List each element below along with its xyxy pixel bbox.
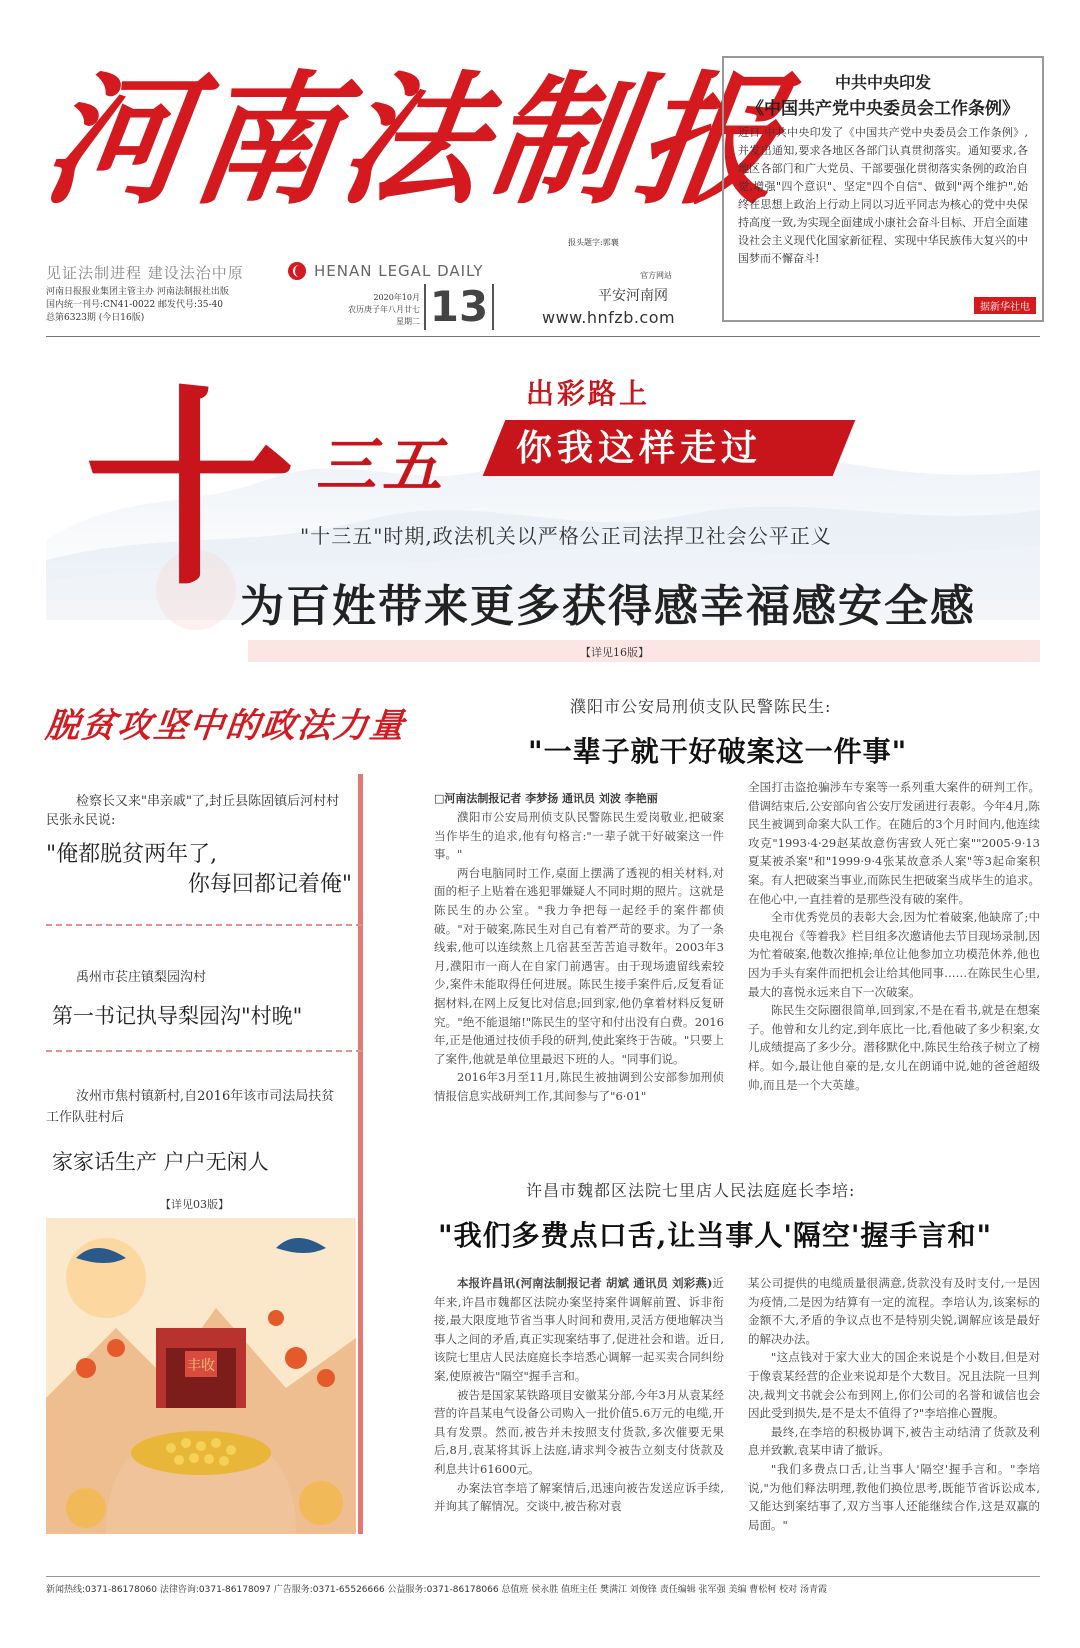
left-see-page[interactable]: 【详见03版】 — [160, 1198, 229, 1211]
dashed-divider — [46, 1050, 362, 1052]
title-calligrapher: 报头题字:郭襄 — [568, 238, 619, 247]
article2-column2 — [748, 1274, 1040, 1534]
article2-byline: 本报许昌讯(河南法制报记者 胡斌 通讯员 刘彩燕) — [457, 1276, 713, 1290]
banner-kicker: 出彩路上 — [526, 377, 651, 410]
story1-headline-line1: "俺都脱贫两年了, — [46, 842, 218, 867]
section-accent-line — [358, 774, 363, 1534]
issue-date — [348, 292, 420, 328]
footer-divider — [46, 1576, 1040, 1577]
paragraph: "这点钱对于家大业大的国企来说是个小数目,但是对于像袁某经营的企业来说却是个大数目。况且法院一旦判决,裁判文书就会公布到网上,你们公司的名誉和诚信也会因此受到损失,是不是太不值得了?"李培推心置腹。 — [748, 1350, 1040, 1421]
article2-headline[interactable]: "我们多费点口舌,让当事人'隔空'握手言和" — [438, 1219, 993, 1252]
paragraph: 两台电脑同时工作,桌面上摆满了透视的相关材料,对面的柜子上贴着在逃犯罪嫌疑人不同时期的照片。这就是陈民生的办公室。"我力争把每一起经手的案件都侦破。"对于破案,陈民生对自己有着严苛的要求。为了一条线索,他可以连续熬上几宿甚至苦苦追寻数年。2003年3月,濮阳市一商人在自家门前遇害。由于现场遗留线索较少,案件未能取得任何进展。陈民生接手案件后,反复看证据材料,在网上反复比对信息;回到家,他仍拿着材料反复研究。"绝不能退缩!"陈民生的坚守和付出没有白费。2016年,正是他通过技侦手段的研判,使此案终于告破。"只要上了案件,他就是单位里最迟下班的人。"同事们说。 — [434, 865, 724, 1066]
paragraph: 全国打击盗抢骗涉车专案等一系列重大案件的研判工作。借调结束后,公安部向省公安厅发函进行表彰。今年4月,陈民生被调到命案大队工作。在随后的3个月时间内,他连续攻克"1993·4·29赵某故意伤害致人死亡案""2005·9·13夏某被杀案"和"1999·9·4张某故意杀人案"等3起命案积案。有人把破案当事业,而陈民生把破案当成毕生的追求。在他心中,一直挂着的是那些没有破的案件。 — [748, 780, 1040, 906]
pub-info-line: 总第6323期 (今日16版) — [46, 313, 145, 323]
paragraph: 最终,在李培的积极协调下,被告主动结清了货款及利息并致歉,袁某申请了撤诉。 — [748, 1424, 1040, 1458]
article1-column2 — [748, 778, 1040, 1094]
pub-info-line: 国内统一刊号:CN41-0022 邮发代号:35-40 — [46, 300, 224, 310]
date-line: 农历庚子年八月廿七 — [348, 305, 420, 314]
section-title: 脱贫攻坚中的政法力量 — [43, 706, 408, 746]
article1-byline: □河南法制报记者 李梦扬 通讯员 刘波 李艳丽 — [434, 792, 658, 805]
story2-intro: 禹州市苌庄镇梨园沟村 — [76, 970, 207, 985]
masthead-divider — [46, 336, 1040, 337]
paragraph: 全市优秀党员的表彰大会,因为忙着破案,他缺席了;中央电视台《等着我》栏目组多次邀请他去节目现场录制,因为忙着破案,他数次推掉;单位让他参加立功模范休养,他也因为手头有案件而把机会让给其他同事……在陈民生心里,最大的喜悦永远来自下一次破案。 — [748, 910, 1040, 999]
story2-headline: 第一书记执导梨园沟"村晚" — [52, 1004, 303, 1028]
story3-intro: 汝州市焦村镇新村,自2016年该市司法局扶贫工作队驻村后 — [46, 1089, 335, 1125]
banner-ribbon-text: 你我这样走过 — [516, 427, 763, 469]
slogan: 见证法制进程 建设法治中原 — [46, 264, 244, 282]
article1-kicker: 濮阳市公安局刑侦支队民警陈民生: — [570, 697, 832, 716]
page-number: 13 — [424, 284, 494, 330]
newspaper-logo-icon — [288, 262, 306, 280]
story3-headline: 家家话生产 户户无闲人 — [52, 1150, 269, 1174]
paragraph: 被告是国家某铁路项目安徽某分部,今年3月从袁某经营的许昌某电气设备公司购入一批价值5.6万元的电缆,开具有发票。然而,被告并未按照支付货款,多次催要无果后,8月,袁某将其诉上法庭,请求判令被告立刻支付货款及利息共计61600元。 — [434, 1387, 724, 1476]
top-box-title: 中共中央印发 — [834, 73, 931, 92]
dashed-divider — [46, 924, 362, 926]
date-line: 星期二 — [396, 317, 420, 326]
paragraph: 濮阳市公安局刑侦支队民警陈民生爱岗敬业,把破案当作毕生的追求,他有句格言:"一辈子就干好破案这一件事。" — [434, 810, 724, 862]
article2-column1 — [434, 1274, 724, 1516]
official-site-name[interactable]: 平安河南网 — [598, 288, 668, 304]
masthead-logo: 河南法制报 — [34, 58, 798, 224]
paragraph — [434, 1274, 724, 1386]
date-line: 2020年10月 — [373, 293, 420, 302]
paragraph: "我们多费点口舌,让当事人'隔空'握手言和。"李培说,"为他们释法明理,教他们换位思考,既能节省诉讼成本,又能达到案结事了,双方当事人还能继续合作,这是双赢的局面。" — [748, 1461, 1040, 1532]
top-box-body: 近日,中共中央印发了《中国共产党中央委员会工作条例》,并发出通知,要求各地区各部门认真贯彻落实。通知要求,各地区各部门和广大党员、干部要强化贯彻落实条例的政治自觉,增强"四个意识"、坚定"四个自信"、做到"两个维护",始终在思想上政治上行动上同以习近平同志为核心的党中央保持高度一致,为实现全面建成小康社会奋斗目标、开启全面建设社会主义现代化国家新征程、实现中华民族伟大复兴的中国梦而不懈奋斗! — [738, 126, 1028, 265]
article1-column1 — [434, 790, 724, 1106]
paragraph: 2016年3月至11月,陈民生被抽调到公安部参加刑侦情报信息实战研判工作,其间参与了"6·01" — [434, 1070, 724, 1103]
article2-kicker: 许昌市魏都区法院七里店人民法庭庭长李培: — [526, 1181, 856, 1200]
top-news-box — [722, 56, 1044, 322]
pub-info-line: 河南日报报业集团主管主办 河南法制报社出版 — [46, 287, 229, 297]
paragraph: 陈民生交际圈很简单,回到家,不是在看书,就是在想案子。他曾和女儿约定,到年底比一比,看他破了多少积案,女儿成绩提高了多少分。潜移默化中,陈民生给孩子树立了榜样。如今,最让他自豪的是,女儿在朗诵中说,她的爸爸超级帅,而且是一个大英雄。 — [748, 1003, 1040, 1092]
article1-headline[interactable]: "一辈子就干好破案这一件事" — [528, 735, 908, 768]
banner-subheadline: "十三五"时期,政法机关以严格公正司法捍卫社会公平正义 — [300, 524, 832, 548]
official-url-link[interactable]: www.hnfzb.com — [542, 308, 676, 327]
banner-see-page[interactable]: 【详见16版】 — [580, 646, 649, 659]
story1-headline-line2: 你每回都记着俺" — [187, 872, 352, 897]
official-site-label: 官方网站 — [640, 271, 672, 280]
paragraph: 某公司提供的电缆质量很满意,货款没有及时支付,一是因为疫情,二是因为结算有一定的流程。李培认为,该案标的金额不大,矛盾的争议点也不是特别尖锐,调解应该是最好的解决办法。 — [748, 1276, 1040, 1346]
harvest-illustration — [46, 1218, 356, 1534]
source-badge: 据新华社电 — [974, 297, 1036, 314]
banner-character-ten: 十 — [84, 365, 296, 614]
paragraph: 办案法官李培了解案情后,迅速向被告发送应诉手续,并询其了解情况。交谈中,被告称对袁 — [434, 1480, 724, 1514]
banner-three-five: 三五 — [316, 431, 448, 501]
footer-contacts: 新闻热线:0371-86178060 法律咨询:0371-86178097 广告服务:0371-65526666 公益服务:0371-86178066 总值班 侯永胜 值班主任 樊满江 刘俊锋 责任编辑 张军强 美编 曹松柯 校对 汤青霞 — [46, 1585, 828, 1595]
publication-info — [46, 286, 256, 325]
story1-headline — [46, 840, 352, 900]
english-name: HENAN LEGAL DAILY — [314, 262, 484, 280]
story1-intro: 检察长又来"串亲戚"了,封丘县陈固镇后河村村民张永民说: — [46, 794, 340, 828]
paragraph-text: 近年来,许昌市魏都区法院办案坚持案件调解前置、诉非衔接,最大限度地节省当事人时间和费用,灵活方便地解决当事人之间的矛盾,真正实现案结事了,促进社会和谐。近日,该院七里店人民法庭庭长李培悉心调解一起买卖合同纠纷案,使原被告"隔空"握手言和。 — [434, 1276, 724, 1383]
art-label: 丰收 — [187, 1358, 215, 1374]
english-name-block — [288, 262, 484, 280]
top-box-subtitle: 《中国共产党中央委员会工作条例》 — [747, 99, 1019, 119]
banner-headline: 为百姓带来更多获得感幸福感安全感 — [240, 581, 976, 632]
